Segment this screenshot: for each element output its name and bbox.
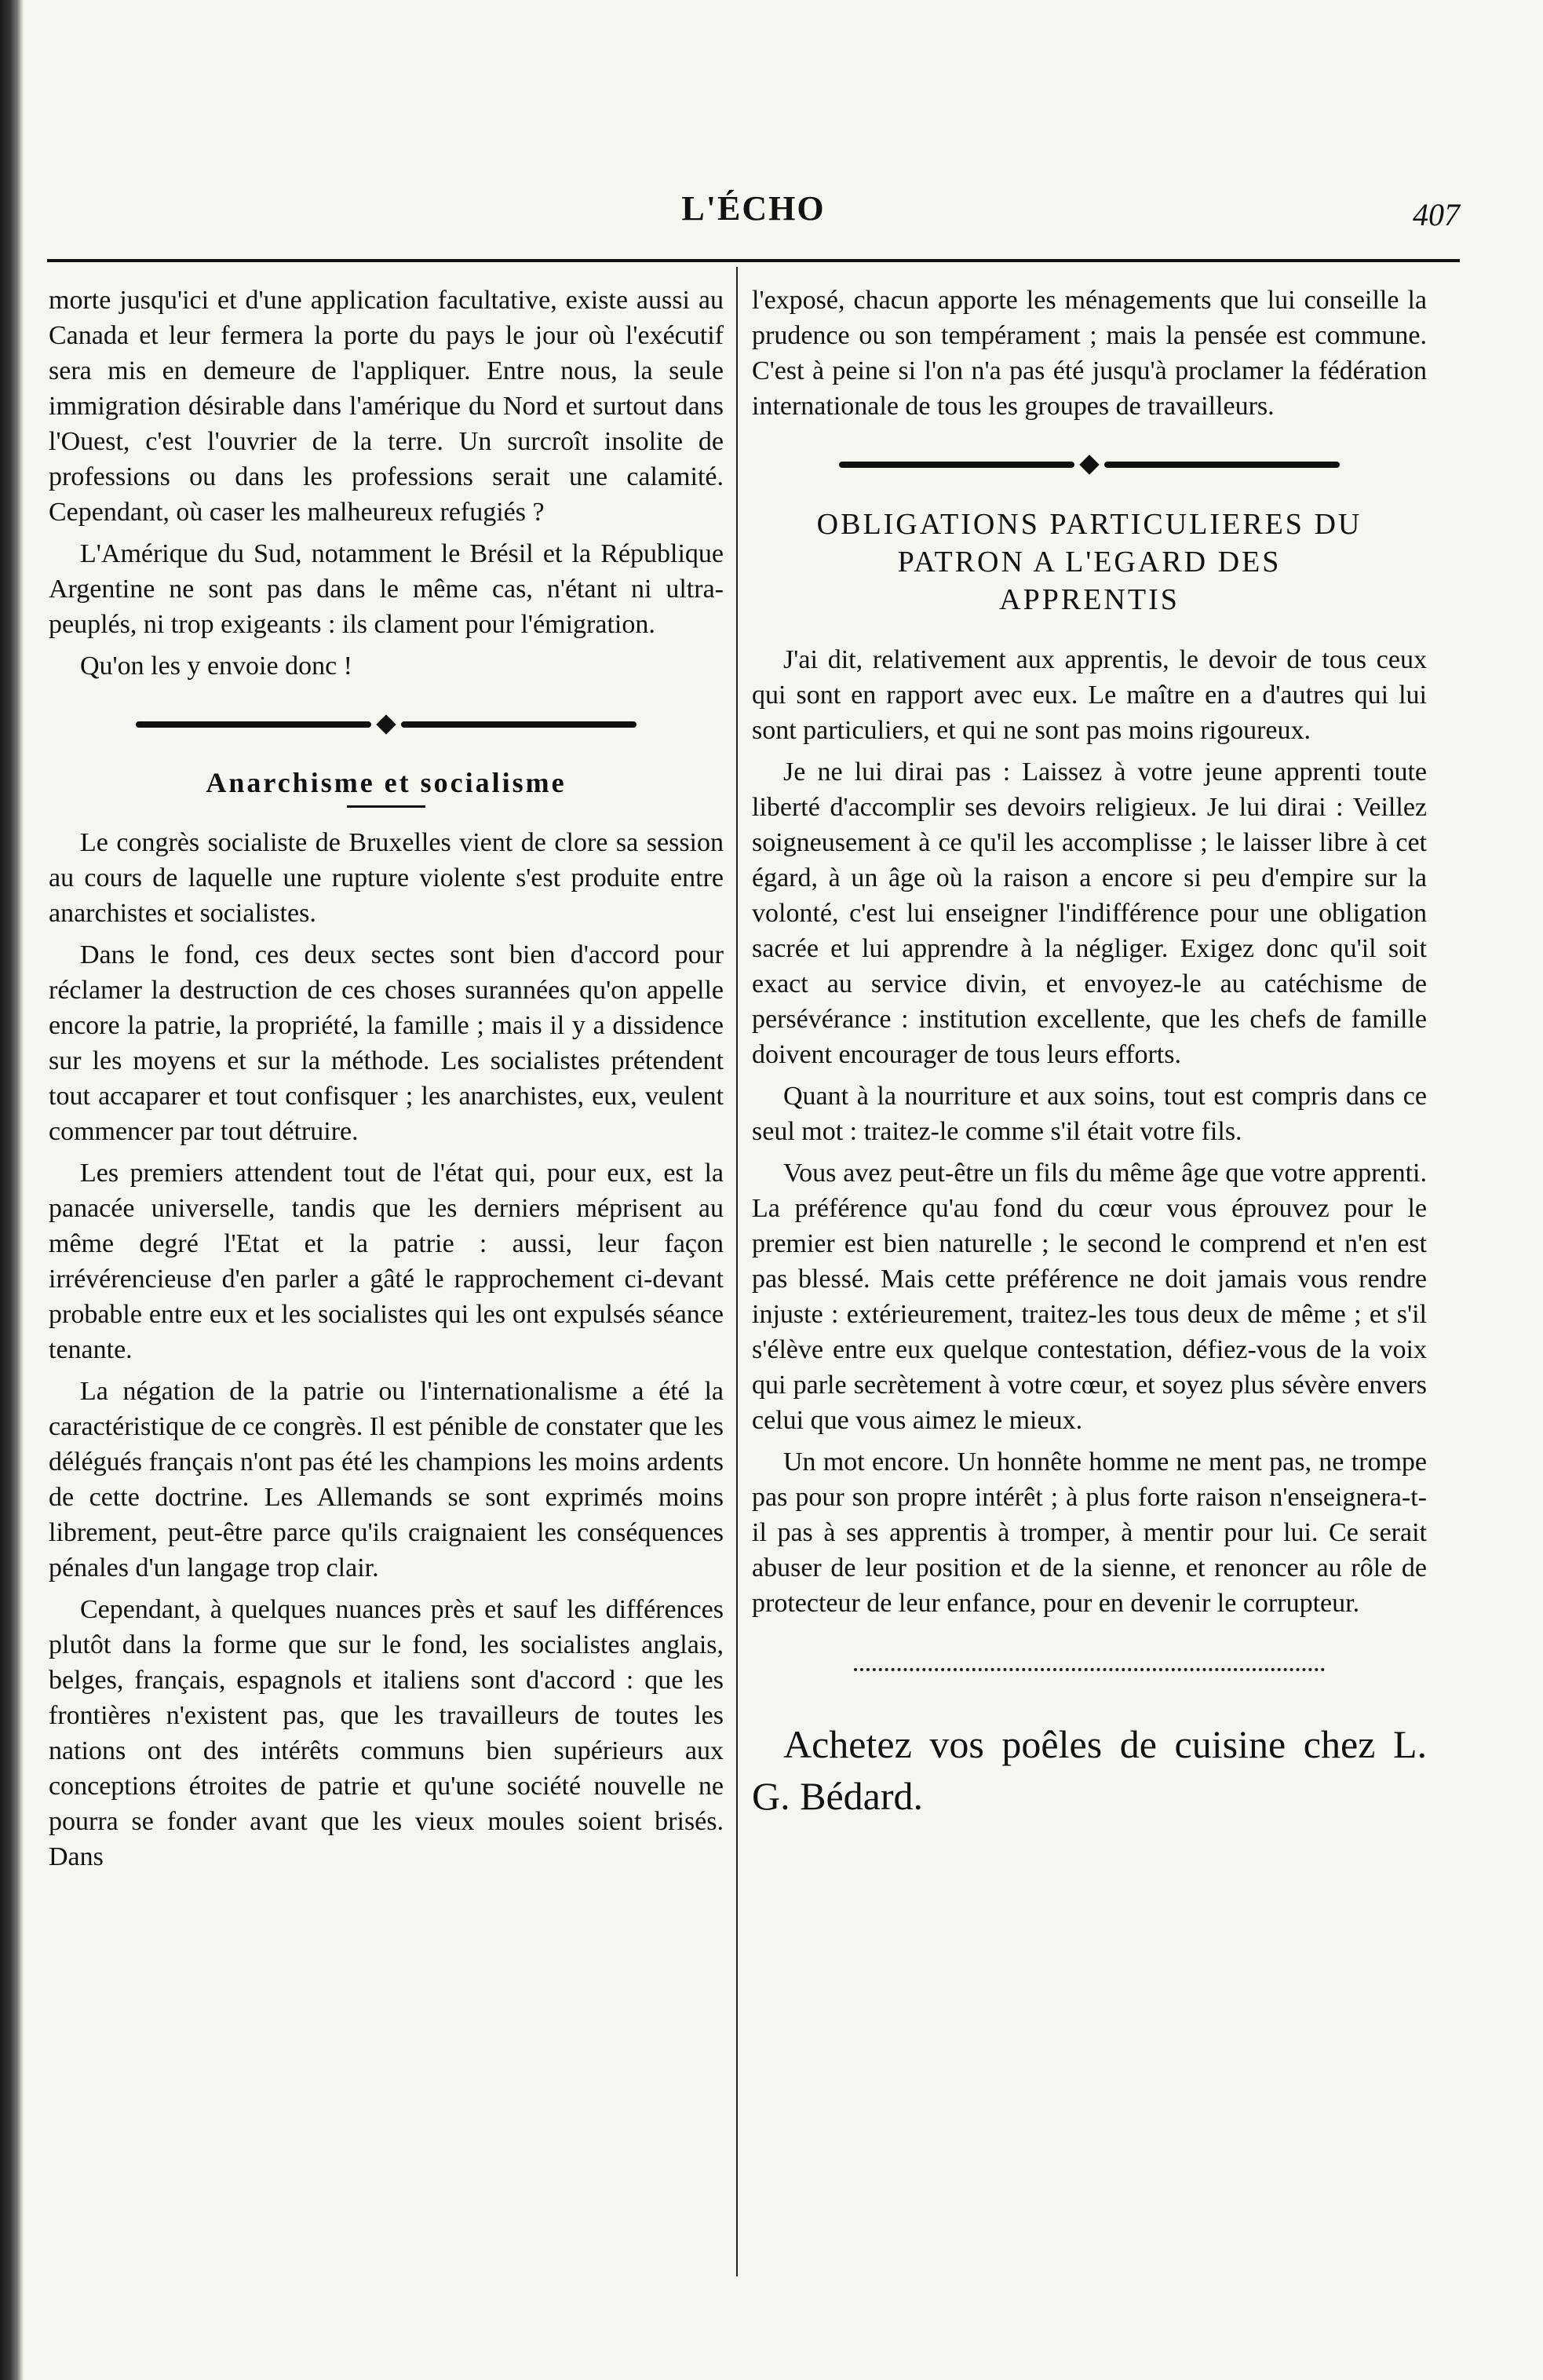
advertisement: Achetez vos poêles de cuisine chez L. G. Bédard. <box>752 1722 1427 1818</box>
ornament-bar <box>1104 462 1340 468</box>
ornamental-divider <box>752 455 1427 474</box>
ornament-diamond <box>1079 454 1099 474</box>
ornament-bar <box>401 721 637 728</box>
dotted-divider <box>854 1668 1325 1671</box>
column-divider <box>736 267 738 2276</box>
paragraph: Quant à la nourriture et aux soins, tout est compris dans ce seul mot : traitez-le comme s'il était votre fils. <box>752 1082 1427 1146</box>
section-title-line: PATRON A L'EGARD DES <box>897 546 1282 579</box>
paragraph: Le congrès socialiste de Bruxelles vient de clore sa session au cours de laquelle une rupture violente s'est produite entre anarchistes et socialistes. <box>49 828 724 928</box>
section-title <box>752 506 1427 619</box>
paragraph: Cependant, à quelques nuances près et sauf les différences plutôt dans la forme que sur le fond, les socialistes anglais, belges, français, espagnols et italiens sont d'accord : que les frontières n'existent pas, que les travailleurs de toutes les nations ont des intérêts communs bien supérieurs aux conceptions étroites de patrie et qu'une société nouvelle ne pourra se fonder avant que les vieux moules soient brisés. Dans <box>49 1595 724 1871</box>
paragraph: L'Amérique du Sud, notamment le Brésil et la République Argentine ne sont pas dans le même cas, n'étant ni ultra-peuplés, ni trop exigeants : ils clament pour l'émigration. <box>49 539 724 639</box>
paragraph: l'exposé, chacun apporte les ménagements que lui conseille la prudence ou son tempérament ; mais la pensée est commune. C'est à peine si l'on n'a pas été jusqu'à proclamer la fédération internationale de tous les groupes de travailleurs. <box>752 286 1427 421</box>
paragraph: Vous avez peut-être un fils du même âge que votre apprenti. La préférence qu'au fond du cœur vous éprouvez pour le premier est bien naturelle ; le second le comprend et n'en est pas blessé. Mais cette préférence ne doit jamais vous rendre injuste : extérieurement, traitez-les tous deux de même ; et s'il s'élève entre eux quelque contestation, défiez-vous de la voix qui parle secrètement à votre cœur, et soyez plus sévère envers celui que vous aimez le mieux. <box>752 1159 1427 1435</box>
paragraph: Qu'on les y envoie donc ! <box>80 652 352 681</box>
section-title-line: OBLIGATIONS PARTICULIERES DU <box>816 508 1362 541</box>
ornamental-divider <box>49 715 724 734</box>
page-binding-edge <box>0 0 24 2380</box>
ornament-bar <box>136 721 371 728</box>
section-title-line: APPRENTIS <box>999 583 1180 616</box>
ornament-diamond <box>376 714 396 734</box>
paragraph: J'ai dit, relativement aux apprentis, le devoir de tous ceux qui sont en rapport avec eux. Le maître en a d'autres qui lui sont particuliers, et qui ne sont pas moins rigoureux. <box>752 645 1427 745</box>
paragraph: La négation de la patrie ou l'internationalisme a été la caractéristique de ce congrès. Il est pénible de constater que les délégués français n'ont pas été les champions les moins ardents de cette doctrine. Les Allemands se sont exprimés moins librement, peut-être parce qu'ils craignaient les conséquences pénales d'un langage trop clair. <box>49 1377 724 1582</box>
short-rule <box>347 805 425 808</box>
left-column <box>49 283 724 1881</box>
paragraph: Dans le fond, ces deux sectes sont bien d'accord pour réclamer la destruction de ces choses surannées qu'on appelle encore la patrie, la propriété, la famille ; mais il y a dissidence sur les moyens et sur la méthode. Les socialistes prétendent tout accaparer et tout confisquer ; les anarchistes, eux, veulent commencer par tout détruire. <box>49 940 724 1146</box>
ornament-bar <box>839 462 1074 468</box>
paragraph: Je ne lui dirai pas : Laissez à votre jeune apprenti toute liberté d'accomplir ses devoirs religieux. Je lui dirai : Veillez soigneusement à ce qu'il les accomplisse ; le laisser libre à cet égard, à un âge où la raison a encore si peu d'empire sur la volonté, c'est lui enseigner l'indifférence pour une obligation sacrée et lui apprendre à la négliger. Exigez donc qu'il soit exact au service divin, et envoyez-le au catéchisme de persévérance : institution excellente, que les chefs de famille doivent encourager de tous leurs efforts. <box>752 757 1427 1069</box>
publication-title: L'ÉCHO <box>681 189 826 228</box>
paragraph: Les premiers attendent tout de l'état qui, pour eux, est la panacée universelle, tandis que les derniers méprisent au même degré l'Etat et la patrie : aussi, leur façon irrévérencieuse d'en parler a gâté le rapprochement ci-devant probable entre eux et les socialistes qui les ont expulsés séance tenante. <box>49 1159 724 1364</box>
paragraph: Un mot encore. Un honnête homme ne ment pas, ne trompe pas pour son propre intérêt ; à plus forte raison n'enseignera-t-il pas à ses apprentis à tromper, à mentir pour lui. Ce serait abuser de leur position et de la sienne, et renoncer au rôle de protecteur de leur enfance, pour en devenir le corrupteur. <box>752 1447 1427 1618</box>
header-rule <box>47 259 1460 262</box>
page-number: 407 <box>1413 197 1460 232</box>
right-column <box>752 283 1427 1822</box>
paragraph: morte jusqu'ici et d'une application facultative, existe aussi au Canada et leur fermera la porte du pays le jour où l'exécutif sera mis en demeure de l'appliquer. Entre nous, la seule immigration désirable dans l'amérique du Nord et surtout dans l'Ouest, c'est l'ouvrier de la terre. Un surcroît insolite de professions ou dans les professions serait une calamité. Cependant, où caser les malheureux refugiés ? <box>49 286 724 527</box>
page-header <box>47 188 1460 251</box>
section-title: Anarchisme et socialisme <box>206 767 567 798</box>
